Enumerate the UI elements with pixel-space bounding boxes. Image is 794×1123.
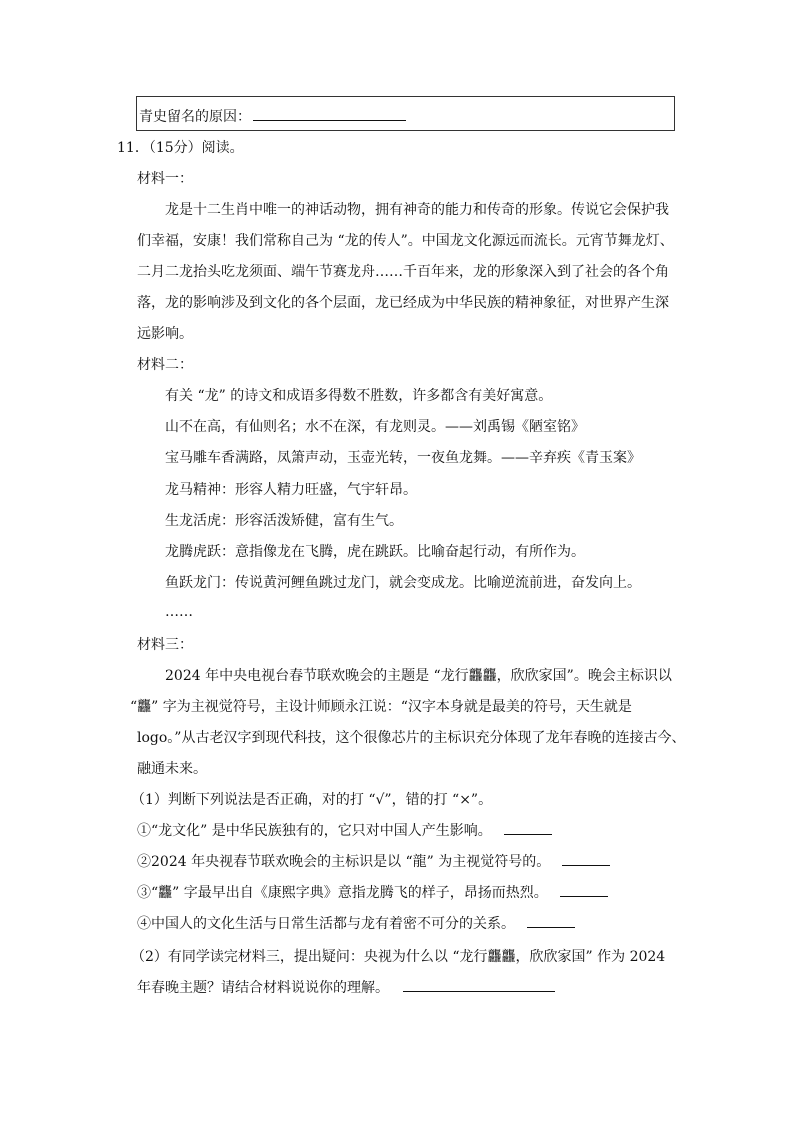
judgement-item (137, 852, 610, 872)
material3-line: “龘” 字为主视觉符号，主设计师顾永江说：“汉字本身就是最美的符号，天生就是 (130, 699, 632, 715)
sub2-text: 年春晚主题？请结合材料说说你的理解。 (137, 980, 389, 996)
box-label: 青史留名的原因： (139, 109, 251, 125)
material1-line: 远影响。 (137, 326, 193, 342)
judgement-text: ②2024 年央视春节联欢晚会的主标识是以 “龍” 为主视觉符号的。 (137, 854, 551, 870)
material1-line: 落，龙的影响涉及到文化的各个层面，龙已经成为中华民族的精神象征，对世界产生深 (137, 295, 669, 311)
judgement-blank[interactable] (504, 822, 552, 835)
material2-line: 龙腾虎跃：意指像龙在飞腾，虎在跳跃。比喻奋起行动，有所作为。 (165, 544, 585, 560)
question-header: 11．（15分）阅读。 (117, 140, 244, 156)
material2-line: 山不在高，有仙则名；水不在深，有龙则灵。——刘禹锡《陋室铭》 (165, 419, 585, 435)
judgement-item (137, 914, 575, 934)
judgement-item (137, 821, 552, 841)
material2-line: 有关 “龙” 的诗文和成语多得数不胜数，许多都含有美好寓意。 (165, 388, 553, 404)
judgement-text: ④中国人的文化生活与日常生活都与龙有着密不可分的关系。 (137, 916, 515, 932)
box-answer-blank[interactable] (253, 108, 406, 121)
material2-title: 材料二： (137, 357, 193, 373)
sub1-prompt: （1）判断下列说法是否正确，对的打 “√”，错的打 “×”。 (131, 792, 493, 808)
material1-line: 们幸福，安康！我们常称自己为 “龙的传人”。中国龙文化源远而流长。元宵节舞龙灯、 (137, 233, 674, 249)
sub2-line (137, 978, 555, 998)
judgement-blank[interactable] (560, 884, 608, 897)
material2-line: 龙马精神：形容人精力旺盛，气宇轩昂。 (165, 482, 417, 498)
material1-line: 二月二龙抬头吃龙须面、端午节赛龙舟……千百年来，龙的形象深入到了社会的各个角 (137, 264, 669, 280)
judgement-blank[interactable] (562, 853, 610, 866)
sub2-line: （2）有同学读完材料三，提出疑问：央视为什么以 “龙行龘龘，欣欣家国” 作为 2024 (131, 949, 666, 965)
material1-title: 材料一： (137, 171, 193, 187)
box-line (139, 106, 406, 126)
material3-title: 材料三： (137, 637, 193, 653)
material2-line: 鱼跃龙门：传说黄河鲤鱼跳过龙门，就会变成龙。比喻逆流前进，奋发向上。 (165, 575, 641, 591)
material3-line: logo。”从古老汉字到现代科技，这个很像芯片的主标识充分体现了龙年春晚的连接古今、 (137, 730, 686, 746)
material3-line: 2024 年中央电视台春节联欢晚会的主题是 “龙行龘龘，欣欣家国”。晚会主标识以 (165, 668, 672, 684)
material2-line: …… (165, 604, 193, 620)
material1-line: 龙是十二生肖中唯一的神话动物，拥有神奇的能力和传奇的形象。传说它会保护我 (165, 202, 669, 218)
sub2-answer-blank[interactable] (403, 979, 555, 992)
answer-box (136, 96, 675, 131)
judgement-text: ①“龙文化” 是中华民族独有的，它只对中国人产生影响。 (137, 823, 492, 839)
judgement-blank[interactable] (527, 915, 575, 928)
judgement-item (137, 883, 608, 903)
material3-line: 融通未来。 (137, 761, 207, 777)
material2-line: 生龙活虎：形容活泼矫健，富有生气。 (165, 513, 403, 529)
judgement-text: ③“龘” 字最早出自《康熙字典》意指龙腾飞的样子，昂扬而热烈。 (137, 885, 548, 901)
material2-line: 宝马雕车香满路，凤箫声动，玉壶光转，一夜鱼龙舞。——辛弃疾《青玉案》 (165, 450, 641, 466)
